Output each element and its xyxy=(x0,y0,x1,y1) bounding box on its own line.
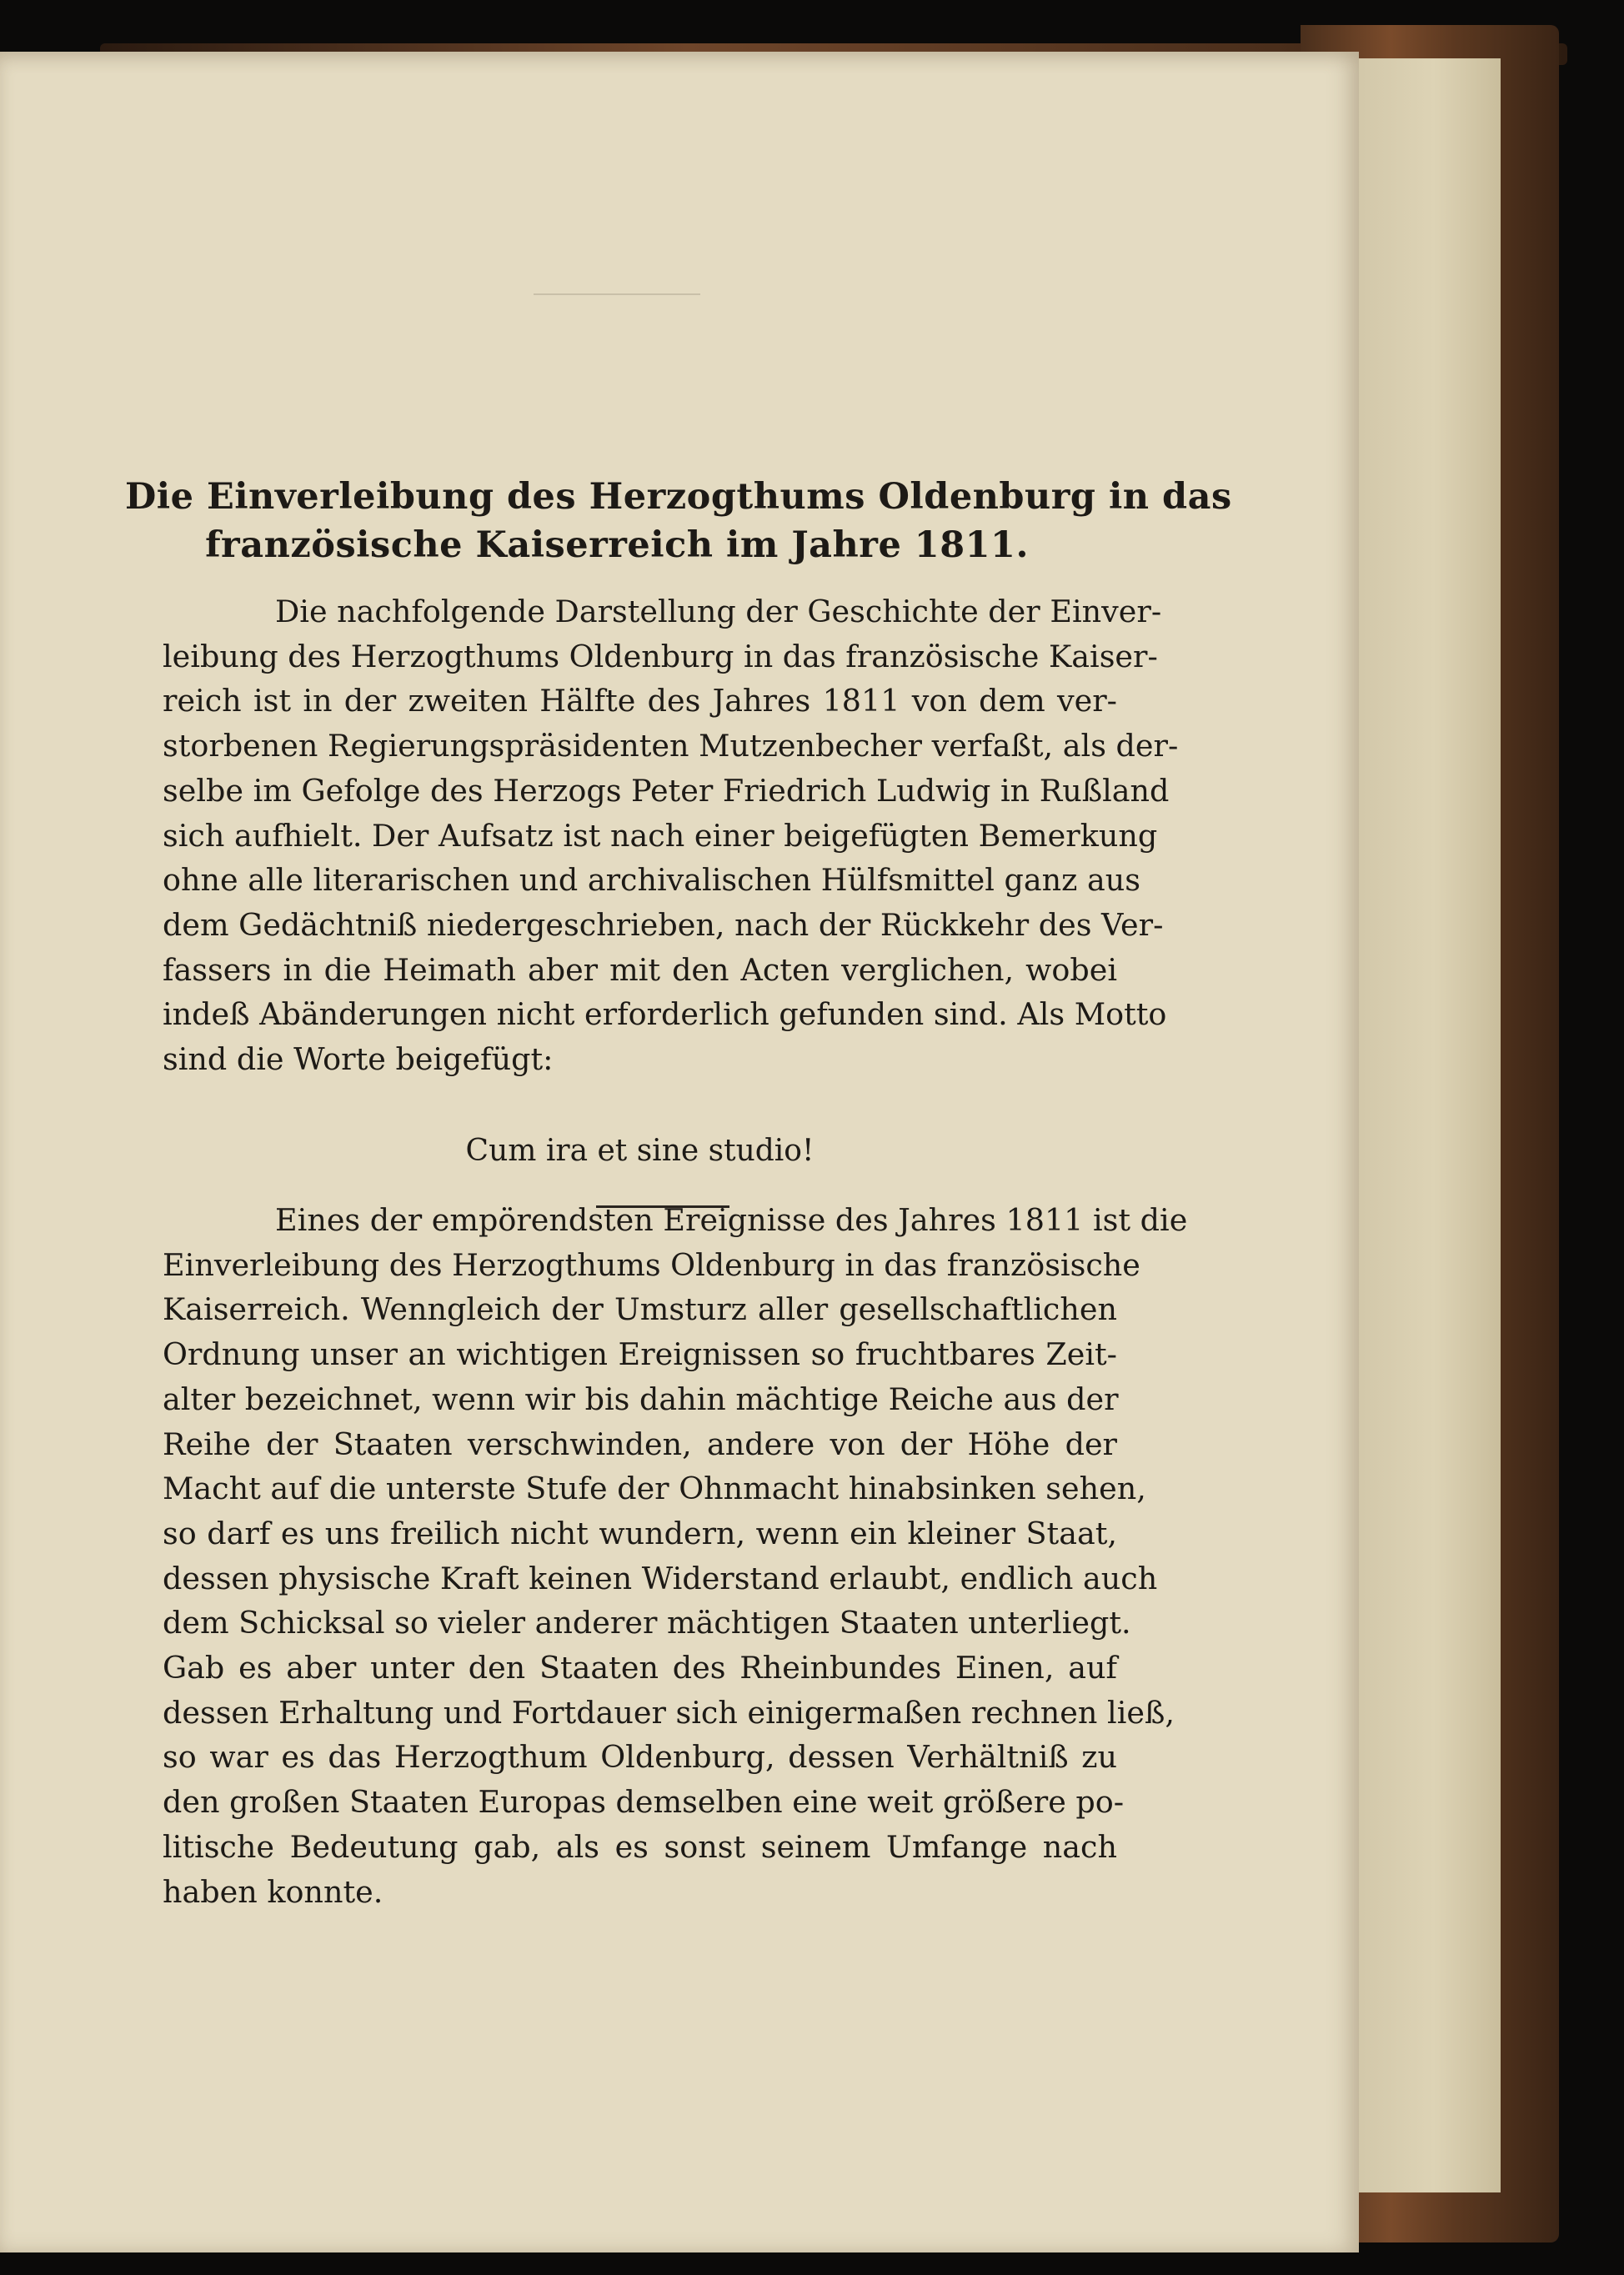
motto: Cum ira et sine studio! xyxy=(465,1134,815,1168)
text-line: so darf es uns freilich nicht wundern, wenn ein kleiner Staat, xyxy=(163,1515,1117,1551)
text-line: Kaiserreich. Wenngleich der Umsturz aller gesellschaftlichen xyxy=(163,1291,1117,1328)
text-line: alter bezeichnet, wenn wir bis dahin mächtige Reiche aus der xyxy=(163,1381,1119,1417)
following-page-edge xyxy=(1334,58,1501,2192)
text-line: Einverleibung des Herzogthums Oldenburg in das französische xyxy=(163,1246,1140,1283)
text-line: haben konnte. xyxy=(163,1873,383,1910)
text-line: den großen Staaten Europas demselben eine weit größere po- xyxy=(163,1784,1125,1821)
text-line: litische Bedeutung gab, als es sonst seinem Umfange nach xyxy=(163,1828,1117,1865)
text-line: fassers in die Heimath aber mit den Acten verglichen, wobei xyxy=(163,951,1117,988)
text-line: indeß Abänderungen nicht erforderlich gefunden sind. Als Motto xyxy=(163,996,1167,1033)
text-line: dem Schicksal so vieler anderer mächtigen Staaten unterliegt. xyxy=(163,1605,1131,1641)
text-line: Ordnung unser an wichtigen Ereignissen so fruchtbares Zeit- xyxy=(163,1336,1117,1373)
title-line-2: französische Kaiserreich im Jahre 1811. xyxy=(205,524,1029,566)
main-paragraph xyxy=(163,1198,1188,1914)
text-line: so war es das Herzogthum Oldenburg, dessen Verhältniß zu xyxy=(163,1739,1117,1776)
text-line: leibung des Herzogthums Oldenburg in das französische Kaiser- xyxy=(163,638,1158,674)
text-line: dessen Erhaltung und Fortdauer sich einigermaßen rechnen ließ, xyxy=(163,1694,1175,1731)
text-line: Macht auf die unterste Stufe der Ohnmacht hinabsinken sehen, xyxy=(163,1471,1146,1507)
text-line: dessen physische Kraft keinen Widerstand erlaubt, endlich auch xyxy=(163,1560,1158,1596)
text-line: Gab es aber unter den Staaten des Rheinbundes Einen, auf xyxy=(163,1650,1117,1686)
text-line: Reihe der Staaten verschwinden, andere von der Höhe der xyxy=(163,1426,1117,1462)
text-line: Die nachfolgende Darstellung der Geschichte der Einver- xyxy=(275,594,1162,629)
page-sheet xyxy=(0,52,1359,2252)
chapter-title xyxy=(125,473,1232,569)
intro-paragraph xyxy=(163,589,1179,1082)
text-line: storbenen Regierungspräsidenten Mutzenbecher verfaßt, als der- xyxy=(163,728,1179,764)
text-line: sind die Worte beigefügt: xyxy=(163,1041,554,1078)
faint-page-mark xyxy=(534,293,700,295)
title-line-1: Die Einverleibung des Herzogthums Oldenburg in das xyxy=(125,476,1232,518)
text-line: sich aufhielt. Der Aufsatz ist nach einer beigefügten Bemerkung xyxy=(163,817,1158,854)
text-line: ohne alle literarischen und archivalischen Hülfsmittel ganz aus xyxy=(163,862,1140,899)
text-line: reich ist in der zweiten Hälfte des Jahres 1811 von dem ver- xyxy=(163,683,1117,719)
text-line: Eines der empörendsten Ereignisse des Jahres 1811 ist die xyxy=(275,1202,1188,1238)
text-line: selbe im Gefolge des Herzogs Peter Friedrich Ludwig in Rußland xyxy=(163,772,1170,809)
text-line: dem Gedächtniß niedergeschrieben, nach der Rückkehr des Ver- xyxy=(163,906,1164,943)
